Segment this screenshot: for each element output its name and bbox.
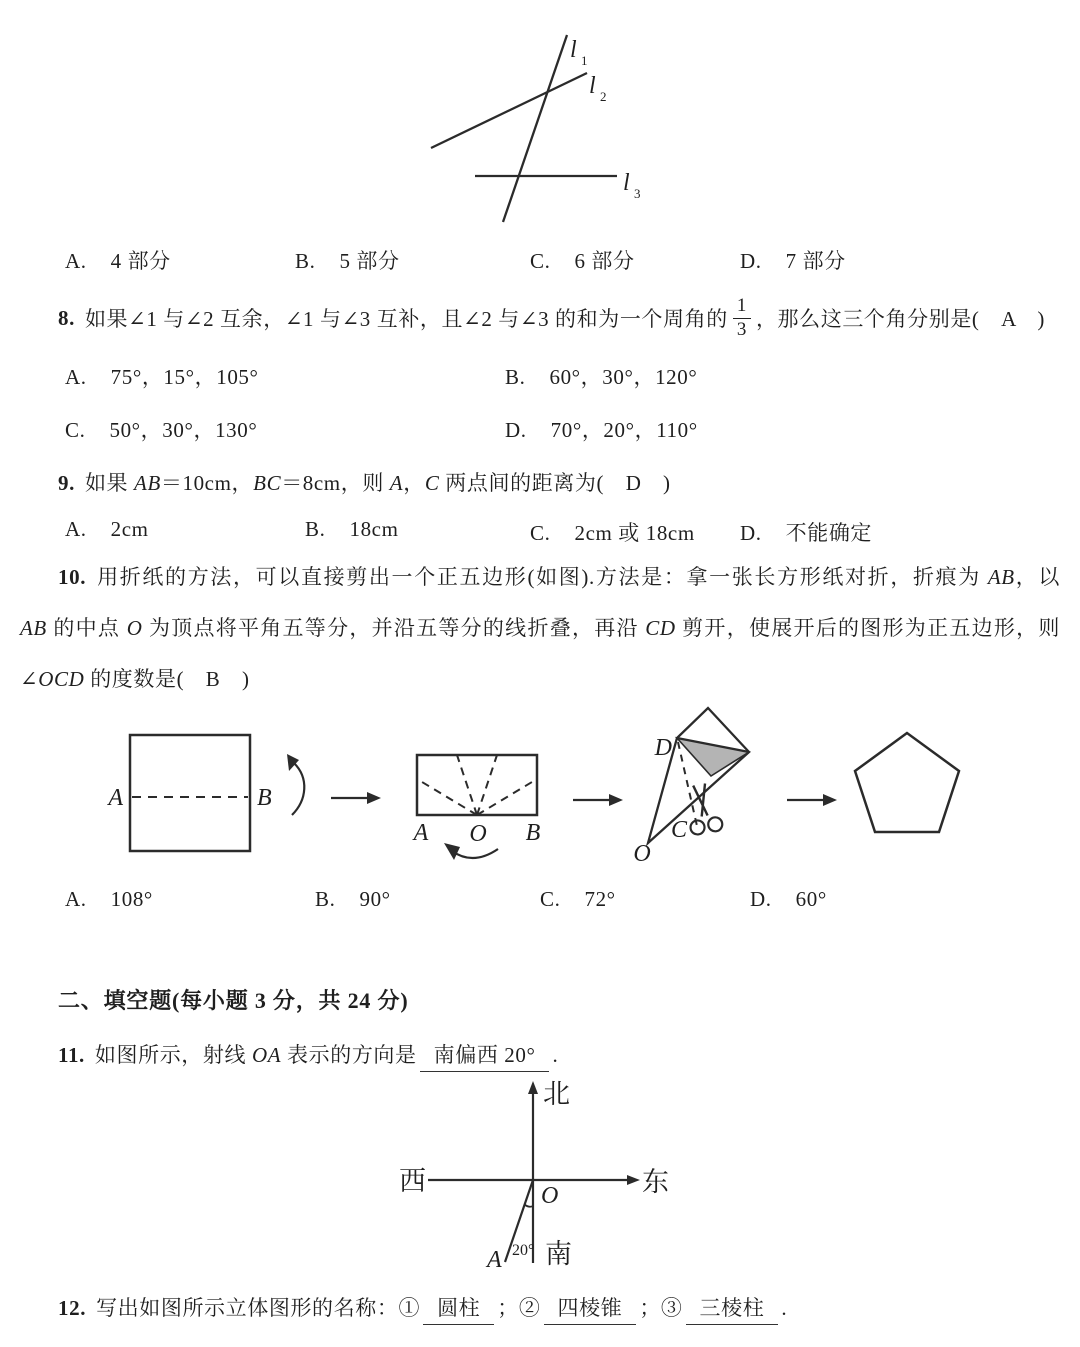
label-b-square: B xyxy=(257,785,272,811)
prev-option-d: D. 7 部分 xyxy=(740,249,846,273)
folded-cone-shape xyxy=(648,708,749,843)
section-2-header: 二、填空题(每小题 3 分，共 24 分) xyxy=(58,988,409,1013)
square-paper xyxy=(130,735,250,851)
label-l1-sub: 1 xyxy=(581,53,588,68)
label-angle-20: 20° xyxy=(512,1242,535,1259)
crease-fan-lines xyxy=(417,755,537,815)
q8-option-d: D. 70°，20°，110° xyxy=(505,418,698,442)
folded-rectangle xyxy=(417,755,537,815)
question-12-answer-1: 圆柱 xyxy=(423,1292,494,1325)
paper-folding-figure xyxy=(95,698,975,885)
question-12-answer-2: 四棱锥 xyxy=(544,1292,637,1325)
fraction-one-third: $\frac{1}{3}$ xyxy=(733,296,751,341)
label-a-square: A xyxy=(108,785,123,811)
q9-option-b: B. 18cm xyxy=(305,517,399,541)
question-11-answer-blank: 南偏西 20° xyxy=(420,1039,550,1072)
question-8-text-after: ，那么这三个角分别是( A ) xyxy=(755,307,1045,331)
label-l2-sub: 2 xyxy=(600,89,607,104)
label-l3: l xyxy=(623,170,630,196)
item-3-marker: ③ xyxy=(660,1296,683,1320)
question-12: 12. 写出如图所示立体图形的名称：① 圆柱 ；② 四棱锥 ；③ 三棱柱 . xyxy=(58,1292,787,1325)
question-8-text-before: 如果∠1 与∠2 互余，∠1 与∠3 互补，且∠2 与∠3 的和为一个周角的 xyxy=(84,307,728,331)
question-10-line3: ∠OCD 的度数是( B ) xyxy=(20,667,250,691)
label-o-fold: O xyxy=(633,841,651,867)
label-o-fan: O xyxy=(469,821,487,847)
question-9-text: 如果 AB＝10cm，BC＝8cm，则 A，C 两点间的距离为( D ) xyxy=(84,471,671,495)
label-d-fold: D xyxy=(654,735,672,761)
label-l3-sub: 3 xyxy=(634,186,641,201)
pentagon-shape xyxy=(855,733,959,832)
item-1-marker: ① xyxy=(398,1296,421,1320)
q8-option-c: C. 50°，30°，130° xyxy=(65,418,258,442)
question-10-line2: AB 的中点 O 为顶点将平角五等分，并沿五等分的线折叠，再沿 CD 剪开，使展开后的图形为正五边形，则 xyxy=(20,616,1060,640)
east-arrowhead-icon xyxy=(627,1175,640,1185)
q9-option-d: D. 不能确定 xyxy=(740,521,873,545)
arrow-right-icon-3 xyxy=(787,794,837,806)
compass-direction-figure xyxy=(395,1073,675,1273)
label-c-fold: C xyxy=(670,817,687,843)
item-2-marker: ② xyxy=(518,1296,541,1320)
question-12-number: 12. xyxy=(58,1296,87,1320)
question-11-text: 如图所示，射线 OA 表示的方向是 xyxy=(94,1043,417,1067)
line-l2 xyxy=(431,73,587,148)
label-b-fan: B xyxy=(525,820,541,846)
q9-option-c: C. 2cm 或 18cm xyxy=(530,521,695,545)
q8-option-b: B. 60°，30°，120° xyxy=(505,365,698,389)
prev-option-b: B. 5 部分 xyxy=(295,249,400,273)
label-east: 东 xyxy=(642,1167,669,1197)
angle-arc xyxy=(525,1205,534,1207)
q8-option-a: A. 75°，15°，105° xyxy=(65,365,259,389)
question-12-answer-3: 三棱柱 xyxy=(686,1292,779,1325)
prev-option-a: A. 4 部分 xyxy=(65,249,171,273)
question-11-number: 11. xyxy=(58,1043,85,1067)
q10-option-a: A. 108° xyxy=(65,887,153,911)
label-l2: l xyxy=(589,73,596,99)
q10-option-c: C. 72° xyxy=(540,887,616,911)
label-origin-o: O xyxy=(541,1183,559,1209)
question-10-line1: 10. 用折纸的方法，可以直接剪出一个正五边形(如图).方法是：拿一张长方形纸对折，折痕为 AB，以 xyxy=(58,565,1061,589)
fold-arrow-icon xyxy=(287,754,304,815)
question-9-number: 9. xyxy=(58,471,75,495)
label-a-fan: A xyxy=(413,820,429,846)
north-arrowhead-icon xyxy=(528,1081,538,1094)
q10-option-b: B. 90° xyxy=(315,887,391,911)
question-9 xyxy=(58,467,671,497)
q10-option-d: D. 60° xyxy=(750,887,827,911)
arrow-right-icon-2 xyxy=(573,794,623,806)
label-north: 北 xyxy=(543,1079,570,1109)
three-lines-figure xyxy=(413,22,658,234)
question-10-number: 10. xyxy=(58,565,87,589)
line-l1 xyxy=(503,35,567,222)
label-west: 西 xyxy=(399,1166,426,1196)
question-8 xyxy=(58,288,1045,348)
question-12-prefix: 写出如图所示立体图形的名称： xyxy=(96,1296,399,1320)
arrow-right-icon-1 xyxy=(331,792,381,804)
label-south: 南 xyxy=(545,1239,572,1269)
label-l1: l xyxy=(570,37,577,63)
label-point-a: A xyxy=(487,1247,502,1273)
prev-option-c: C. 6 部分 xyxy=(530,249,635,273)
question-8-number: 8. xyxy=(58,305,75,330)
q9-option-a: A. 2cm xyxy=(65,517,149,541)
question-11: 11. 如图所示，射线 OA 表示的方向是 南偏西 20° . xyxy=(58,1039,558,1072)
